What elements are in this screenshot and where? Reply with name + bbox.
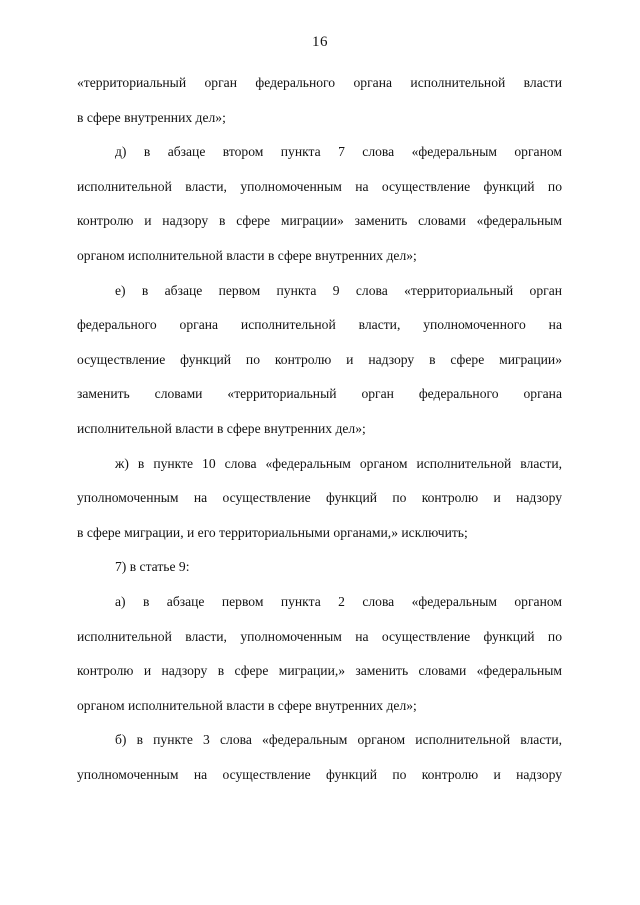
text-line: д) в абзаце втором пункта 7 слова «федеральным органом	[115, 144, 562, 160]
paragraph	[77, 447, 562, 551]
text-line: контролю и надзору в сфере миграции» заменить словами «федеральным	[77, 213, 562, 229]
text-line: 7) в статье 9:	[115, 559, 190, 575]
text-line: ж) в пункте 10 слова «федеральным органом исполнительной власти,	[115, 455, 562, 471]
text-line: контролю и надзору в сфере миграции,» заменить словами «федеральным	[77, 663, 562, 679]
page-number: 16	[312, 34, 328, 50]
document-body	[77, 66, 562, 792]
text-line: в сфере миграции, и его территориальными органами,» исключить;	[77, 524, 468, 540]
text-line: органом исполнительной власти в сфере внутренних дел»;	[77, 247, 417, 263]
text-line: исполнительной власти, уполномоченным на осуществление функций по	[77, 628, 562, 644]
text-line: «территориальный орган федерального органа исполнительной власти	[77, 75, 562, 90]
text-line: заменить словами «территориальный орган федерального органа	[77, 386, 562, 402]
text-line: уполномоченным на осуществление функций по контролю и надзору	[77, 490, 562, 506]
text-line: исполнительной власти, уполномоченным на осуществление функций по	[77, 178, 562, 194]
text-line: б) в пункте 3 слова «федеральным органом исполнительной власти,	[115, 732, 562, 748]
text-line: е) в абзаце первом пункта 9 слова «территориальный орган	[115, 282, 562, 298]
text-line: органом исполнительной власти в сфере внутренних дел»;	[77, 697, 417, 713]
text-line: федерального органа исполнительной власти, уполномоченного на	[77, 317, 562, 333]
text-line: уполномоченным на осуществление функций по контролю и надзору	[77, 766, 562, 782]
paragraph	[77, 135, 562, 273]
paragraph	[77, 66, 562, 135]
text-line: а) в абзаце первом пункта 2 слова «федеральным органом	[115, 593, 562, 609]
text-line: в сфере внутренних дел»;	[77, 109, 226, 125]
paragraph	[77, 723, 562, 792]
paragraph	[77, 585, 562, 723]
text-line: осуществление функций по контролю и надзору в сфере миграции»	[77, 351, 562, 367]
text-line: исполнительной власти в сфере внутренних дел»;	[77, 420, 366, 436]
paragraph	[77, 550, 562, 585]
paragraph	[77, 274, 562, 447]
